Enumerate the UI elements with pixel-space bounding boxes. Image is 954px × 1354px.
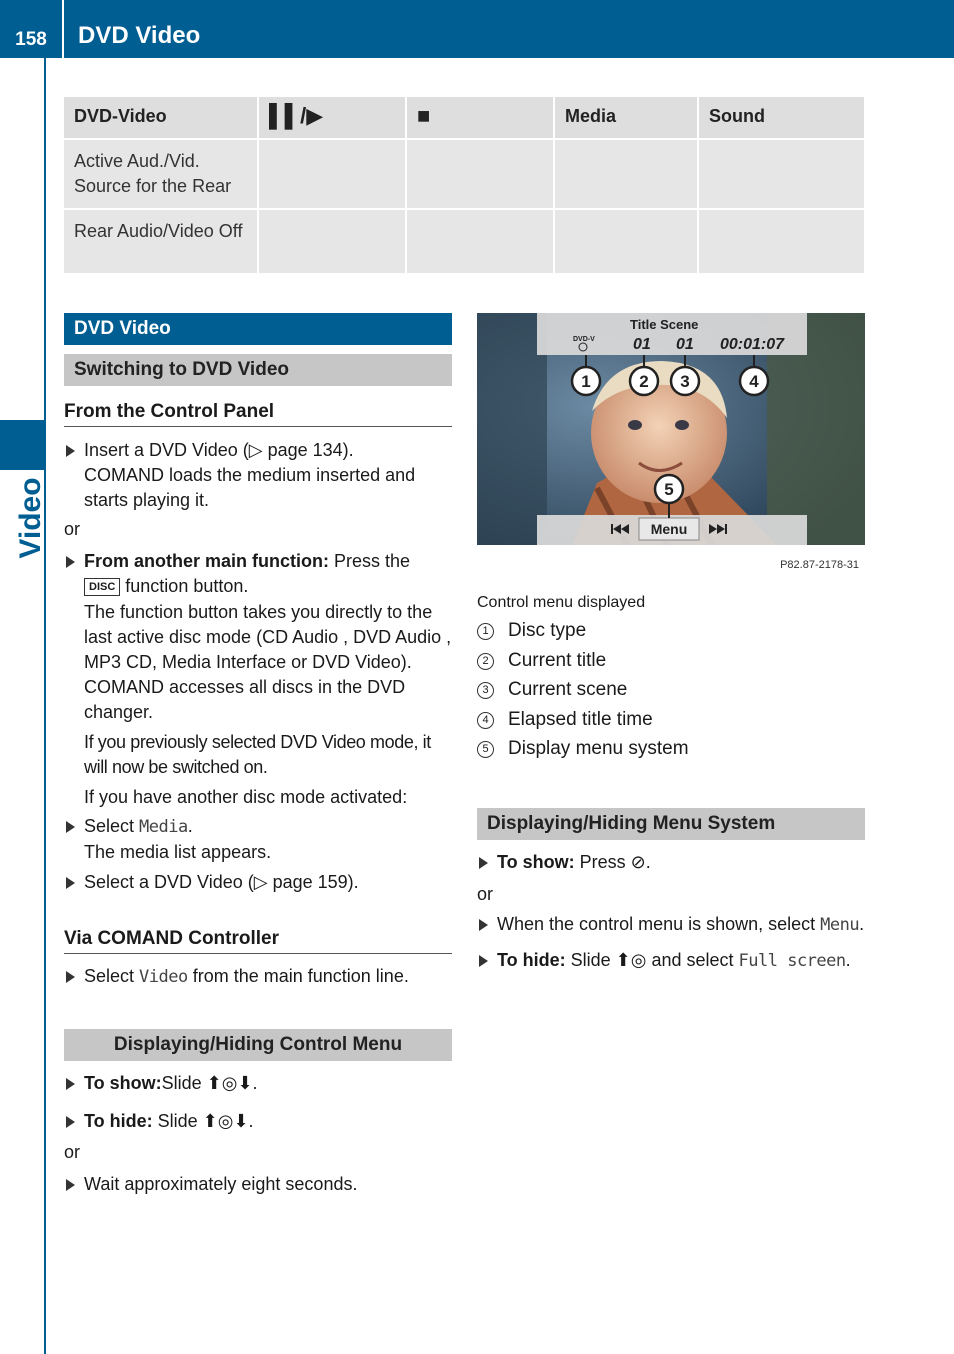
step-bold: To hide: (84, 1111, 153, 1131)
step-text: Slide ⬆◎⬇. (161, 1073, 258, 1093)
or-text: or (477, 883, 494, 904)
step-text: Select (84, 816, 140, 836)
side-divider (44, 58, 46, 1354)
table-cell (698, 139, 864, 209)
menu-item-full-screen: Full screen (738, 950, 846, 971)
table-cell (554, 209, 698, 274)
legend-list (477, 616, 865, 764)
legend-item (477, 616, 865, 646)
step-text: . (859, 913, 865, 934)
play-pause-icon: ▌▌/▶ (258, 97, 406, 139)
disc-type-icon: DVD-V (573, 336, 595, 343)
subsection-title: Switching to DVD Video (64, 354, 452, 386)
table-cell (698, 209, 864, 274)
table-header-cell: Sound (698, 97, 864, 139)
disc-button-icon: DISC (84, 578, 120, 596)
table-cell: Active Aud./Vid. Source for the Rear (64, 139, 258, 209)
step-text: Slide ⬆◎ and select (565, 949, 739, 970)
step-text: from the main function line. (187, 966, 409, 986)
step (477, 912, 865, 938)
left-column (64, 313, 452, 1197)
menu-item-media: Media (139, 817, 188, 837)
controller-heading: Via COMAND Controller (64, 926, 452, 954)
legend-number: 5 (477, 741, 494, 758)
step-text: function button. (120, 576, 249, 596)
step-text (84, 814, 452, 840)
table-header-cell: Media (554, 97, 698, 139)
table-cell (406, 139, 554, 209)
step-bold: To show: (84, 1073, 162, 1093)
table-cell (554, 139, 698, 209)
step: Select a DVD Video (▷ page 159). (64, 870, 452, 895)
legend-text: Disc type (508, 620, 587, 641)
step-text: . (187, 816, 193, 836)
table-cell (406, 209, 554, 274)
side-tab-label: Video (14, 477, 47, 559)
table-cell (258, 139, 406, 209)
table-cell (258, 209, 406, 274)
page-title: DVD Video (78, 22, 201, 49)
step (64, 549, 452, 725)
note: If you previously selected DVD Video mode, it will now be switched on. (84, 732, 431, 777)
menu-item-menu: Menu (820, 914, 860, 935)
menu-system-title: Displaying/Hiding Menu System (477, 808, 865, 840)
step-bold: To show: (497, 851, 575, 872)
step-text: Insert a DVD Video (▷ page 134). (84, 440, 354, 460)
step (477, 850, 865, 875)
legend-item (477, 705, 865, 735)
legend-item (477, 675, 865, 705)
legend-text: Current scene (508, 679, 628, 700)
section-title: DVD Video (64, 313, 452, 345)
step-text: Select (84, 966, 140, 986)
step-text: Press the (329, 551, 411, 571)
side-tab-marker (0, 420, 46, 470)
or-text: or (64, 519, 81, 539)
legend-number: 2 (477, 653, 494, 670)
step: Wait approximately eight seconds. (64, 1172, 452, 1197)
callout-number: 1 (581, 372, 591, 391)
table-row (64, 209, 864, 274)
screen-image (477, 313, 865, 545)
table-cell: Rear Audio/Video Off (64, 209, 258, 274)
step-text: The media list appears. (84, 842, 272, 862)
control-panel-heading: From the Control Panel (64, 399, 452, 427)
step-paragraph: The function button takes you directly to the last active disc mode (CD Audio , DVD Audio , MP3 CD, Media Interface or DVD Video). COMAND accesses all discs in the DVD changer. (84, 602, 452, 722)
callout-number: 2 (639, 372, 649, 391)
elapsed-time-value: 00:01:07 (720, 336, 785, 353)
stop-icon: ■ (406, 97, 554, 139)
legend-number: 3 (477, 682, 494, 699)
current-scene-value: 01 (676, 336, 694, 353)
step (64, 1109, 452, 1134)
control-menu-screen (477, 313, 865, 545)
legend-text: Current title (508, 649, 607, 671)
callout-number: 5 (664, 480, 674, 499)
note: If you have another disc mode activated: (84, 787, 408, 807)
step-text: . (845, 949, 851, 970)
side-tab (8, 478, 54, 558)
control-menu-title: Displaying/Hiding Control Menu (64, 1029, 452, 1061)
step-text (84, 549, 452, 599)
page-header (0, 0, 954, 58)
image-caption: Control menu displayed (477, 594, 646, 611)
step-bold: To hide: (497, 949, 566, 970)
legend-text: Display menu system (508, 738, 689, 759)
callout-number: 3 (680, 372, 690, 391)
current-title-value: 01 (633, 336, 651, 353)
step-text: COMAND loads the medium inserted and starts playing it. (84, 465, 416, 510)
step (64, 1071, 452, 1096)
legend-number: 4 (477, 712, 494, 729)
legend-number: 1 (477, 623, 494, 640)
callout-number: 4 (749, 372, 759, 391)
legend-item (477, 646, 865, 676)
step (64, 814, 452, 865)
table-header-cell: DVD-Video (64, 97, 258, 139)
step-bold: From another main function: (84, 551, 329, 571)
or-text: or (64, 1142, 81, 1162)
step-text: Slide ⬆◎⬇. (152, 1111, 254, 1131)
table-row (64, 139, 864, 209)
right-column (477, 313, 865, 974)
menu-item-video: Video (139, 967, 188, 987)
step-text: Press ⊘. (574, 851, 651, 872)
legend-item (477, 734, 865, 764)
table-header-row (64, 97, 864, 139)
title-scene-label: Title Scene (630, 317, 699, 332)
photo-code: P82.87-2178-31 (780, 559, 859, 571)
step (64, 964, 452, 990)
options-table (64, 97, 864, 275)
legend-text: Elapsed title time (508, 708, 653, 730)
step (477, 948, 865, 974)
menu-button-label: Menu (650, 521, 688, 537)
step-text: When the control menu is shown, select (497, 913, 821, 934)
step (64, 438, 452, 513)
page-number: 158 (0, 0, 64, 58)
